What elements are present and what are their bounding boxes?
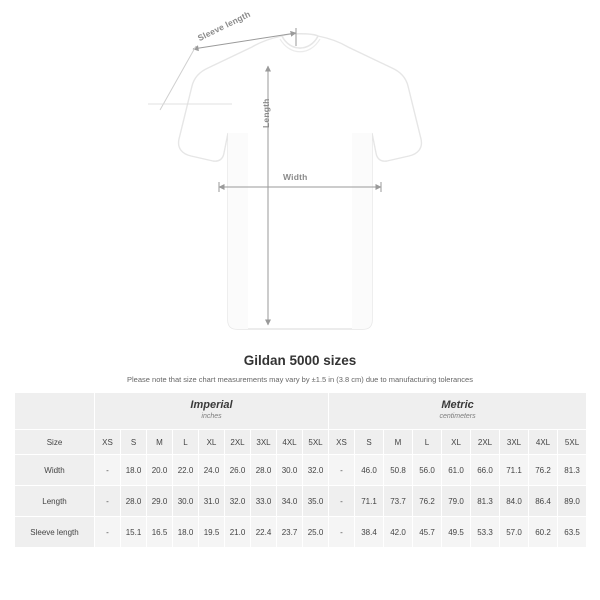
col-header-imperial-s: S	[121, 430, 147, 455]
unit-header-row	[15, 393, 587, 430]
cell-width-imperial-m: 20.0	[147, 455, 173, 486]
cell-width-imperial-2xl: 26.0	[225, 455, 251, 486]
cell-width-imperial-xs: -	[95, 455, 121, 486]
cell-length-metric-m: 73.7	[384, 486, 413, 517]
cell-sleeve-imperial-2xl: 21.0	[225, 517, 251, 548]
size-table-wrapper	[14, 392, 586, 548]
cell-length-imperial-xl: 31.0	[199, 486, 225, 517]
table-row	[15, 486, 587, 517]
cell-width-metric-l: 56.0	[413, 455, 442, 486]
cell-sleeve-metric-s: 38.4	[355, 517, 384, 548]
sleeve-length-label: Sleeve length	[196, 8, 252, 43]
col-header-metric-5xl: 5XL	[558, 430, 587, 455]
cell-length-imperial-l: 30.0	[173, 486, 199, 517]
col-header-metric-2xl: 2XL	[471, 430, 500, 455]
cell-sleeve-metric-xs: -	[329, 517, 355, 548]
cell-sleeve-imperial-xl: 19.5	[199, 517, 225, 548]
col-header-metric-xl: XL	[442, 430, 471, 455]
col-header-imperial-5xl: 5XL	[303, 430, 329, 455]
cell-length-imperial-s: 28.0	[121, 486, 147, 517]
cell-width-imperial-3xl: 28.0	[251, 455, 277, 486]
cell-sleeve-metric-xl: 49.5	[442, 517, 471, 548]
cell-length-metric-s: 71.1	[355, 486, 384, 517]
imperial-title: Imperial	[190, 399, 233, 412]
imperial-group-header	[95, 393, 329, 430]
cell-width-metric-m: 50.8	[384, 455, 413, 486]
cell-length-metric-4xl: 86.4	[529, 486, 558, 517]
size-table	[14, 392, 587, 548]
cell-width-imperial-l: 22.0	[173, 455, 199, 486]
page-title: Gildan 5000 sizes	[243, 353, 357, 368]
size-header-cell: Size	[15, 430, 95, 455]
cell-width-imperial-5xl: 32.0	[303, 455, 329, 486]
metric-title: Metric	[441, 399, 474, 412]
col-header-imperial-2xl: 2XL	[225, 430, 251, 455]
cell-length-imperial-5xl: 35.0	[303, 486, 329, 517]
col-header-imperial-3xl: 3XL	[251, 430, 277, 455]
cell-length-metric-3xl: 84.0	[500, 486, 529, 517]
cell-length-metric-l: 76.2	[413, 486, 442, 517]
table-row	[15, 517, 587, 548]
corner-cell	[15, 393, 95, 430]
cell-width-metric-xs: -	[329, 455, 355, 486]
cell-sleeve-metric-m: 42.0	[384, 517, 413, 548]
cell-sleeve-imperial-m: 16.5	[147, 517, 173, 548]
cell-length-metric-2xl: 81.3	[471, 486, 500, 517]
col-header-imperial-4xl: 4XL	[277, 430, 303, 455]
cell-width-metric-2xl: 66.0	[471, 455, 500, 486]
col-header-imperial-xl: XL	[199, 430, 225, 455]
cell-sleeve-imperial-5xl: 25.0	[303, 517, 329, 548]
cell-sleeve-metric-3xl: 57.0	[500, 517, 529, 548]
width-label: Width	[283, 172, 308, 182]
row-label-width: Width	[15, 455, 95, 486]
col-header-imperial-l: L	[173, 430, 199, 455]
cell-sleeve-imperial-l: 18.0	[173, 517, 199, 548]
cell-length-imperial-m: 29.0	[147, 486, 173, 517]
col-header-metric-s: S	[355, 430, 384, 455]
cell-width-metric-xl: 61.0	[442, 455, 471, 486]
cell-length-metric-5xl: 89.0	[558, 486, 587, 517]
col-header-metric-4xl: 4XL	[529, 430, 558, 455]
cell-width-imperial-4xl: 30.0	[277, 455, 303, 486]
cell-sleeve-metric-l: 45.7	[413, 517, 442, 548]
col-header-metric-l: L	[413, 430, 442, 455]
cell-width-imperial-s: 18.0	[121, 455, 147, 486]
cell-length-imperial-4xl: 34.0	[277, 486, 303, 517]
cell-sleeve-metric-2xl: 53.3	[471, 517, 500, 548]
cell-sleeve-imperial-4xl: 23.7	[277, 517, 303, 548]
cell-sleeve-imperial-s: 15.1	[121, 517, 147, 548]
cell-length-imperial-2xl: 32.0	[225, 486, 251, 517]
cell-length-imperial-xs: -	[95, 486, 121, 517]
col-header-metric-xs: XS	[329, 430, 355, 455]
metric-subtitle: centimeters	[439, 413, 476, 421]
cell-length-imperial-3xl: 33.0	[251, 486, 277, 517]
col-header-metric-m: M	[384, 430, 413, 455]
metric-group-header	[329, 393, 587, 430]
cell-sleeve-imperial-xs: -	[95, 517, 121, 548]
cell-width-metric-s: 46.0	[355, 455, 384, 486]
cell-width-metric-3xl: 71.1	[500, 455, 529, 486]
row-label-length: Length	[15, 486, 95, 517]
cell-width-metric-5xl: 81.3	[558, 455, 587, 486]
row-label-sleeve-length: Sleeve length	[15, 517, 95, 548]
table-row	[15, 455, 587, 486]
cell-length-metric-xl: 79.0	[442, 486, 471, 517]
cell-sleeve-metric-4xl: 60.2	[529, 517, 558, 548]
cell-sleeve-metric-5xl: 63.5	[558, 517, 587, 548]
cell-width-metric-4xl: 76.2	[529, 455, 558, 486]
size-header-row	[15, 430, 587, 455]
cell-width-imperial-xl: 24.0	[199, 455, 225, 486]
imperial-subtitle: inches	[201, 413, 222, 421]
length-label: Length	[261, 98, 271, 128]
title-block	[0, 353, 600, 384]
cell-length-metric-xs: -	[329, 486, 355, 517]
col-header-metric-3xl: 3XL	[500, 430, 529, 455]
cell-sleeve-imperial-3xl: 22.4	[251, 517, 277, 548]
tolerance-note: Please note that size chart measurements may vary by ±1.5 in (3.8 cm) due to manufacturing tolerances	[127, 375, 473, 384]
col-header-imperial-m: M	[147, 430, 173, 455]
col-header-imperial-xs: XS	[95, 430, 121, 455]
